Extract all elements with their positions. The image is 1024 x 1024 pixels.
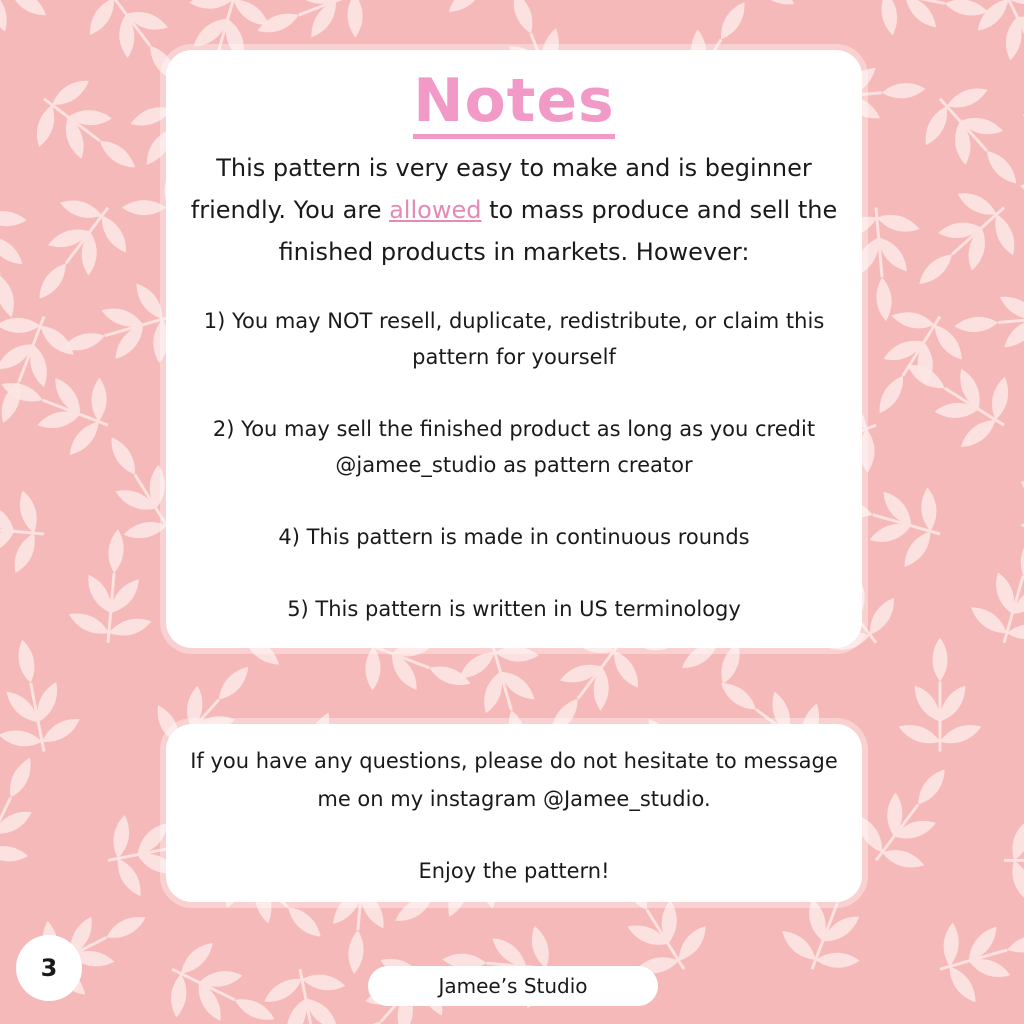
leaf-sprig-icon [0,631,87,760]
leaf-sprig-icon [153,930,294,1024]
leaf-sprig-icon [4,181,143,325]
leaf-sprig-icon [1012,143,1024,251]
notes-card [166,50,862,648]
allowed-link[interactable]: allowed [389,196,482,224]
intro-text-end: to mass produce and sell the finished products in markets. However: [278,196,838,266]
leaf-sprig-icon [896,638,984,752]
page-number-badge: 3 [16,935,82,1001]
leaf-sprig-icon [907,69,1024,212]
leaf-sprig-icon [1004,816,1024,904]
rule-item: 4) This pattern is made in continuous rounds [278,525,750,549]
intro-text-start: This pattern is very easy to make and is beginner friendly. You are [190,154,812,224]
leaf-sprig-icon [0,739,69,880]
leaf-sprig-icon [18,64,162,203]
leaf-sprig-icon [50,274,184,390]
rule-item: 2) You may sell the finished product as long as you credit @jamee_studio as pattern creator [212,417,816,477]
contact-card [166,724,862,902]
closing-message: Enjoy the pattern! [418,859,610,883]
notes-title: Notes [413,68,615,139]
rule-item: 1) You may NOT resell, duplicate, redistribute, or claim this pattern for yourself [203,309,825,369]
leaf-sprig-icon [64,525,161,646]
leaf-sprig-icon [890,175,1024,317]
notes-intro [184,147,844,273]
leaf-sprig-icon [372,0,515,27]
rule-item: 5) This pattern is written in US terminology [287,597,741,621]
footer-brand-label: Jamee’s Studio [368,966,658,1006]
leaf-sprig-icon [0,534,9,676]
leaf-sprig-icon [257,961,365,1024]
leaf-sprig-icon [0,480,48,577]
leaf-sprig-icon [868,0,997,55]
leaf-sprig-icon [962,521,1024,655]
leaf-sprig-icon [951,273,1024,370]
leaf-sprig-icon [986,412,1024,550]
leaf-sprig-icon [0,0,94,34]
leaf-sprig-icon [0,195,54,329]
leaf-sprig-icon [928,896,1024,1012]
contact-message: If you have any questions, please do not hesitate to message me on my instagram @Jamee_studio. [190,749,838,811]
leaf-sprig-icon [1003,90,1024,219]
